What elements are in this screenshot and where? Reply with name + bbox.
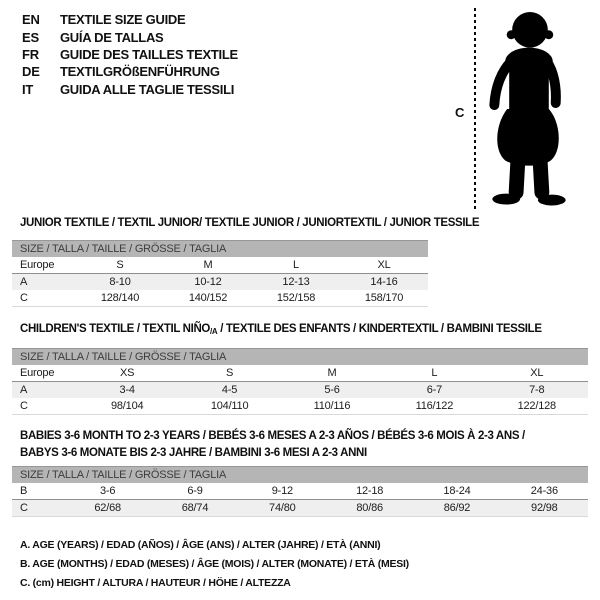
value-cell: 24-36	[501, 483, 588, 500]
row-label: Europe	[12, 365, 76, 382]
row-label: A	[20, 384, 28, 396]
size-cell: XL	[486, 365, 588, 382]
children-title-subscript: /A	[210, 327, 218, 336]
language-code: EN	[22, 12, 40, 28]
value-cell: 8-10	[109, 276, 131, 288]
footnote-b: B. AGE (MONTHS) / EDAD (MESES) / ÂGE (MOIS) / ALTER (MONATE) / ETÀ (MESI)	[20, 558, 409, 570]
value-cell: 6-9	[151, 483, 238, 500]
size-header-bar	[12, 348, 588, 365]
language-code: ES	[22, 29, 39, 45]
junior-section-title: JUNIOR TEXTILE / TEXTIL JUNIOR/ TEXTILE JUNIOR / JUNIORTEXTIL / JUNIOR TESSILE	[20, 217, 480, 229]
size-cell: M	[281, 365, 383, 382]
footnote-c: C. (cm) HEIGHT / ALTURA / HAUTEUR / HÖHE / ALTEZZA	[20, 577, 291, 589]
junior-table-grid	[12, 257, 428, 307]
babies-size-table	[12, 466, 588, 517]
babies-title-line1: BABIES 3-6 MONTH TO 2-3 YEARS / BEBÉS 3-6 MESES A 2-3 AÑOS / BÉBÉS 3-6 MOIS À 2-3 ANS /	[20, 430, 525, 442]
row-label: C	[12, 398, 76, 415]
value-cell: 74/80	[239, 500, 326, 517]
table-row	[12, 274, 428, 291]
value-cell: 86/92	[413, 500, 500, 517]
children-section-title	[20, 321, 542, 340]
row-label: A	[20, 276, 28, 288]
footnote-a: A. AGE (YEARS) / EDAD (AÑOS) / ÂGE (ANS) / ALTER (JAHRE) / ETÀ (ANNI)	[20, 539, 381, 551]
language-code: FR	[22, 46, 39, 62]
value-cell: 5-6	[324, 384, 340, 396]
language-row-de	[22, 63, 238, 80]
size-cell: M	[164, 257, 252, 274]
size-cell: L	[383, 365, 485, 382]
value-cell: 3-6	[64, 483, 151, 500]
size-header-label: SIZE / TALLA / TAILLE / GRÖSSE / TAGLIA	[20, 243, 227, 255]
size-header-bar	[12, 240, 428, 257]
size-header-label: SIZE / TALLA / TAILLE / GRÖSSE / TAGLIA	[20, 351, 227, 363]
value-cell: 122/128	[486, 398, 588, 415]
language-legend	[22, 11, 238, 98]
language-code: IT	[22, 81, 34, 97]
value-cell: 104/110	[178, 398, 280, 415]
value-cell: 68/74	[151, 500, 238, 517]
children-title-suffix: / TEXTILE DES ENFANTS / KINDERTEXTIL / BAMBINI TESSILE	[217, 323, 542, 335]
size-cell: S	[76, 257, 164, 274]
table-row	[12, 257, 428, 274]
size-cell: XS	[76, 365, 178, 382]
language-code: DE	[22, 64, 40, 80]
table-row	[12, 398, 588, 415]
language-row-it	[22, 81, 238, 98]
size-cell: XL	[340, 257, 428, 274]
value-cell: 12-18	[326, 483, 413, 500]
language-title: TEXTILE SIZE GUIDE	[60, 12, 186, 28]
size-header-bar	[12, 466, 588, 483]
value-cell: 9-12	[239, 483, 326, 500]
value-cell: 116/122	[383, 398, 485, 415]
value-cell: 158/170	[340, 290, 428, 307]
value-cell: 140/152	[164, 290, 252, 307]
value-cell: 14-16	[370, 276, 398, 288]
value-cell: 10-12	[194, 276, 222, 288]
value-cell: 4-5	[221, 384, 238, 396]
figure-measure-label: C	[455, 105, 465, 120]
size-header-label: SIZE / TALLA / TAILLE / GRÖSSE / TAGLIA	[20, 469, 227, 481]
children-title-prefix: CHILDREN'S TEXTILE / TEXTIL NIÑO	[20, 323, 211, 335]
value-cell: 110/116	[281, 398, 383, 415]
value-cell: 7-8	[529, 384, 545, 396]
children-table-grid	[12, 365, 588, 415]
value-cell: 3-4	[119, 384, 135, 396]
footnotes	[20, 536, 409, 593]
value-cell: 80/86	[326, 500, 413, 517]
size-cell: S	[178, 365, 280, 382]
value-cell: 6-7	[426, 384, 443, 396]
row-label: C	[12, 500, 64, 517]
toddler-silhouette-icon	[483, 10, 573, 208]
value-cell: 12-13	[282, 276, 310, 288]
row-label: Europe	[12, 257, 76, 274]
value-cell: 18-24	[413, 483, 500, 500]
table-row	[12, 365, 588, 382]
height-dashed-line	[474, 8, 476, 212]
language-row-en	[22, 11, 238, 28]
babies-section-title	[20, 428, 525, 462]
table-row	[12, 500, 588, 517]
language-row-es	[22, 28, 238, 45]
value-cell: 128/140	[76, 290, 164, 307]
children-size-table	[12, 348, 588, 415]
babies-table-grid	[12, 483, 588, 517]
language-row-fr	[22, 46, 238, 63]
language-title: GUIDE DES TAILLES TEXTILE	[60, 46, 238, 62]
row-label: B	[12, 483, 64, 500]
table-row	[12, 483, 588, 500]
babies-title-line2: BABYS 3-6 MONATE BIS 2-3 JAHRE / BAMBINI 3-6 MESI A 2-3 ANNI	[20, 447, 367, 459]
language-title: GUÍA DE TALLAS	[60, 29, 164, 45]
value-cell: 92/98	[501, 500, 588, 517]
language-title: TEXTILGRÖßENFÜHRUNG	[60, 64, 220, 80]
table-row	[12, 382, 588, 399]
value-cell: 62/68	[64, 500, 151, 517]
table-row	[12, 290, 428, 307]
language-title: GUIDA ALLE TAGLIE TESSILI	[60, 81, 235, 97]
value-cell: 152/158	[252, 290, 340, 307]
size-cell: L	[252, 257, 340, 274]
row-label: C	[12, 290, 76, 307]
junior-size-table	[12, 240, 428, 307]
value-cell: 98/104	[76, 398, 178, 415]
